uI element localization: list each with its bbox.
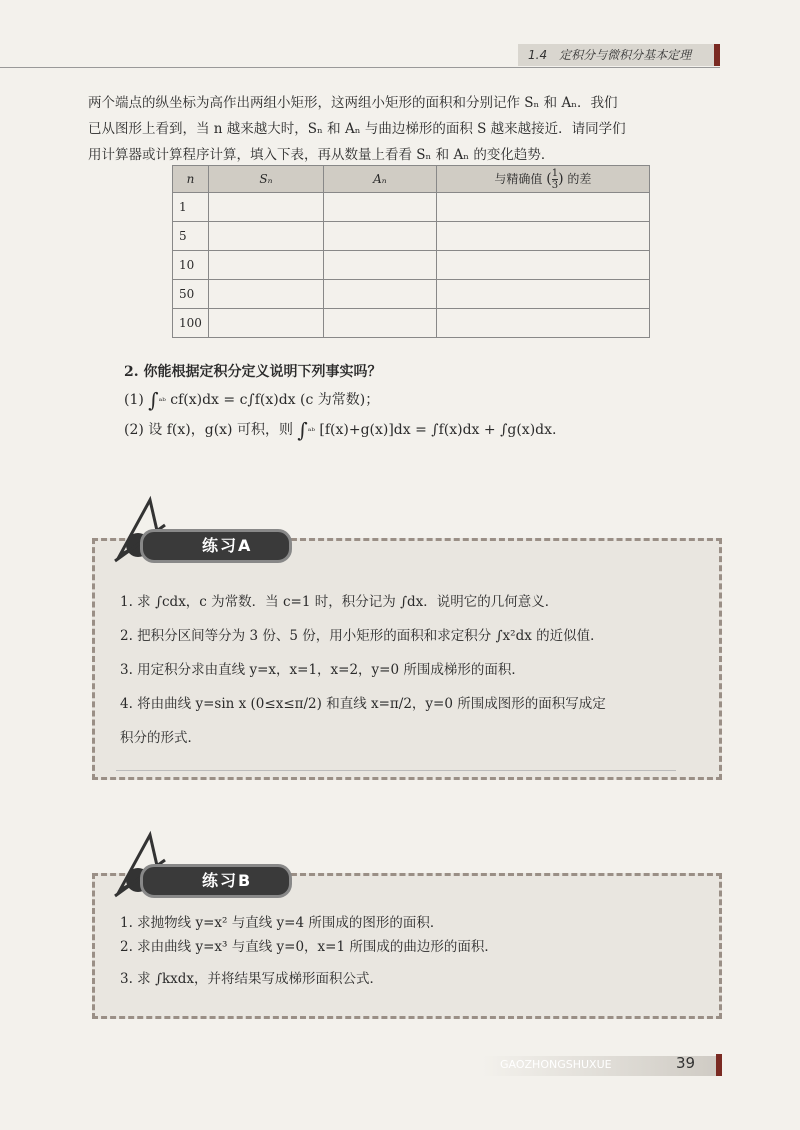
sn-cell[interactable] [208, 251, 323, 280]
intro-line: 已从图形上看到，当 n 越来越大时，Sₙ 和 Aₙ 与曲边梯形的面积 S 越来越接近．请同学们 [88, 121, 626, 137]
table-row [173, 222, 650, 251]
table-header-row [173, 166, 650, 193]
header-an: Aₙ [323, 166, 436, 193]
row-n: 5 [173, 222, 209, 251]
header-n: n [173, 166, 209, 193]
row-n: 10 [173, 251, 209, 280]
sn-cell[interactable] [208, 222, 323, 251]
one-third-fraction: $\frac{1}{3}$ [551, 167, 559, 191]
sn-cell[interactable] [208, 309, 323, 338]
question-2 [124, 358, 724, 446]
diff-cell[interactable] [436, 222, 649, 251]
header-diff: 与精确值 ( $\frac{1}{3}$ ) 的差 [436, 166, 649, 193]
intro-line: 两个端点的纵坐标为高作出两组小矩形，这两组小矩形的面积和分别记作 Sₙ 和 Aₙ．我们 [88, 95, 618, 111]
header-diff-prefix: 与精确值 [494, 171, 543, 186]
list-item: 2. 求由曲线 y=x³ 与直线 y=0，x=1 所围成的曲边形的面积． [120, 939, 498, 955]
exercise-a-badge [110, 525, 290, 563]
page-number-bar [716, 1054, 722, 1076]
exercise-a-label: 练习A [202, 536, 253, 555]
list-item: 3. 求 ∫kxdx，并将结果写成梯形面积公式． [120, 971, 384, 987]
an-cell[interactable] [323, 309, 436, 338]
integral-sign-icon: ∫ [297, 418, 308, 442]
an-cell[interactable] [323, 280, 436, 309]
table-row [173, 280, 650, 309]
diff-cell[interactable] [436, 251, 649, 280]
header-sn: Sₙ [208, 166, 323, 193]
exercise-b-list [120, 911, 498, 991]
list-item: 1. 求 ∫cdx，c 为常数．当 c=1 时，积分记为 ∫dx．说明它的几何意义． [120, 594, 559, 610]
exercise-a-list [120, 590, 606, 750]
diff-cell[interactable] [436, 193, 649, 222]
question-2-title: 2. 你能根据定积分定义说明下列事实吗？ [124, 364, 382, 380]
an-cell[interactable] [323, 193, 436, 222]
row-n: 100 [173, 309, 209, 338]
exercise-b-badge [110, 860, 290, 898]
list-item: 4. 将由曲线 y=sin x (0≤x≤π/2) 和直线 x=π/2，y=0 所围成图形的面积写成定 [120, 696, 606, 712]
table-row [173, 309, 650, 338]
list-item: 3. 用定积分求由直线 y=x，x=1，x=2，y=0 所围成梯形的面积． [120, 662, 525, 678]
row-n: 1 [173, 193, 209, 222]
table-row [173, 193, 650, 222]
header-diff-suffix: 的差 [567, 171, 592, 186]
sn-cell[interactable] [208, 193, 323, 222]
exercise-b-label: 练习B [202, 871, 253, 890]
an-cell[interactable] [323, 222, 436, 251]
diff-cell[interactable] [436, 309, 649, 338]
list-item: 2. 把积分区间等分为 3 份、5 份，用小矩形的面积和求定积分 ∫x²dx 的近似值． [120, 628, 604, 644]
calculation-table [172, 165, 650, 338]
intro-paragraph [88, 90, 718, 168]
list-item: 1. 求抛物线 y=x² 与直线 y=4 所围成的图形的面积． [120, 915, 444, 931]
divider [116, 770, 676, 771]
list-item: 积分的形式． [120, 730, 201, 746]
page-number: 39 [676, 1054, 696, 1072]
sn-cell[interactable] [208, 280, 323, 309]
row-n: 50 [173, 280, 209, 309]
header-rule [0, 67, 720, 68]
intro-line: 用计算器或计算程序计算，填入下表，再从数量上看看 Sₙ 和 Aₙ 的变化趋势． [88, 147, 555, 163]
an-cell[interactable] [323, 251, 436, 280]
table-row [173, 251, 650, 280]
section-title: 1.4 定积分与微积分基本定理 [528, 48, 692, 62]
question-2-item-2: (2) 设 f(x)，g(x) 可积，则 ∫ᵃᵇ [f(x)+g(x)]dx = ∫f(x)dx + ∫g(x)dx. [124, 418, 557, 442]
footer-brand: GAOZHONGSHUXUE [500, 1058, 612, 1071]
integral-sign-icon: ∫ [148, 388, 159, 412]
diff-cell[interactable] [436, 280, 649, 309]
question-2-item-1: (1) ∫ᵃᵇ cf(x)dx = c∫f(x)dx (c 为常数)； [124, 388, 380, 412]
